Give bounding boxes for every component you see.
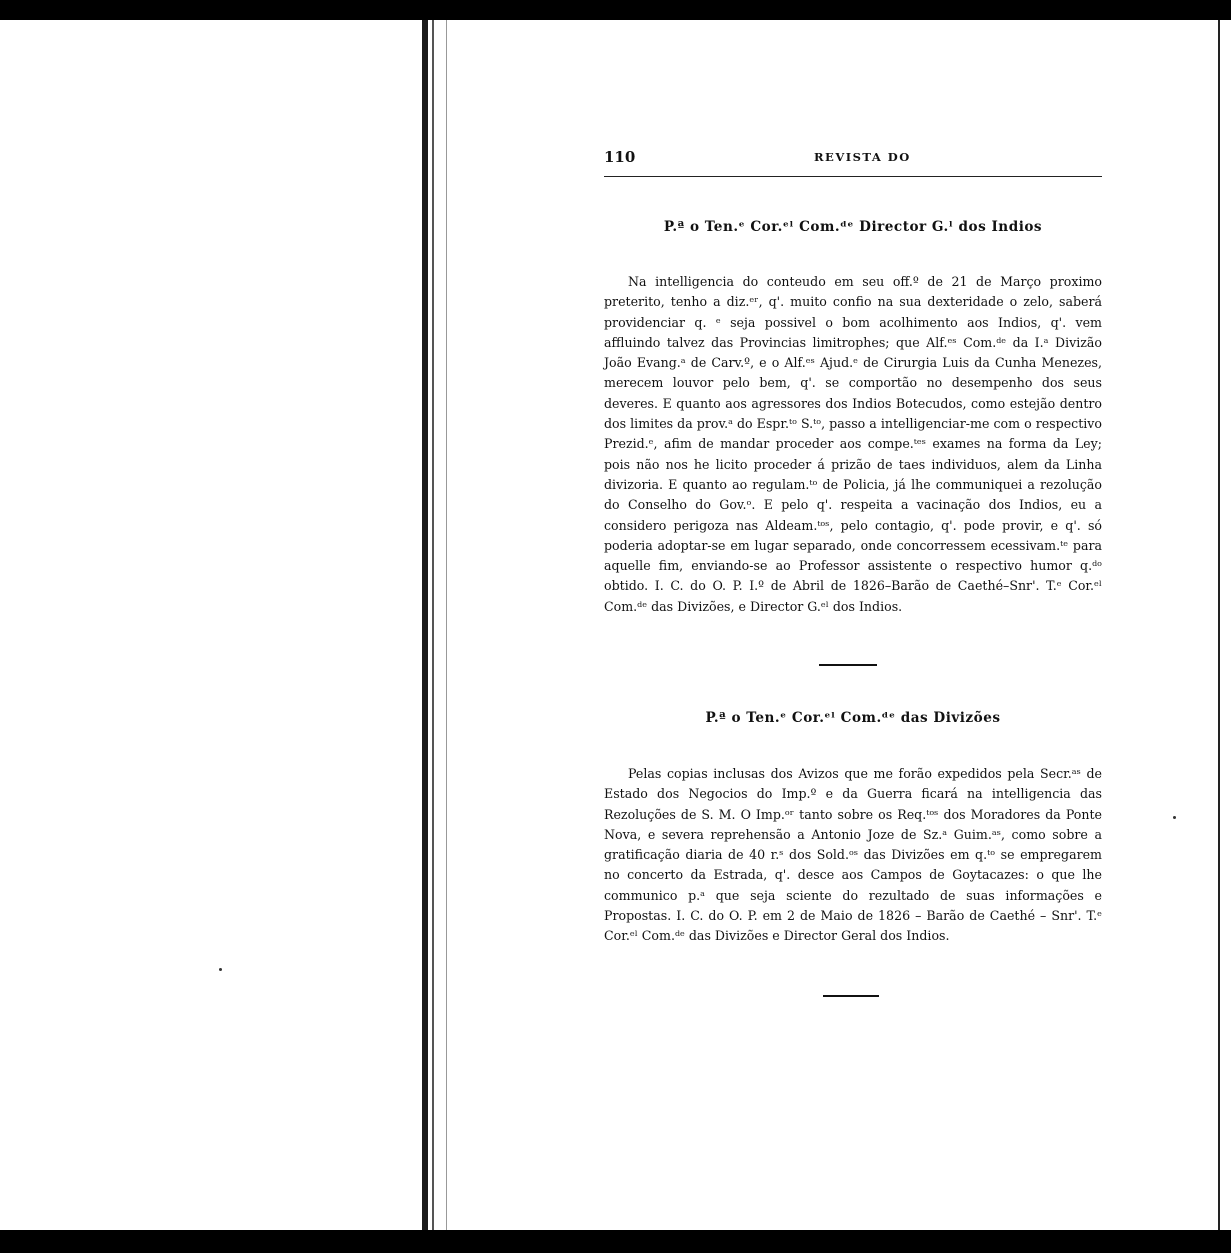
book-gutter-shadow [422, 20, 428, 1230]
section-separator [819, 664, 877, 666]
scan-speck [1173, 816, 1176, 819]
scan-speck [219, 968, 222, 971]
book-gutter-edge [446, 20, 447, 1230]
book-gutter-line [432, 20, 434, 1230]
header-rule [604, 176, 1102, 177]
running-head [604, 148, 1102, 174]
letter-1-heading: P.ª o Ten.ᵉ Cor.ᵉˡ Com.ᵈᵉ Director G.ˡ dos Indios [663, 219, 1043, 235]
scan-top-border [0, 0, 1231, 20]
scan-bottom-border [0, 1230, 1231, 1253]
journal-running-title: REVISTA DO [814, 150, 911, 164]
page-number: 110 [604, 148, 636, 166]
letter-2-heading: P.ª o Ten.ᵉ Cor.ᵉˡ Com.ᵈᵉ das Divizões [705, 710, 1001, 726]
letter-1-body: Na intelligencia do conteudo em seu off.º de 21 de Março proximo preterito, tenho a diz.ᵉʳ, q'. muito confio na sua dexteridade o zelo, saberá providenciar q. ᵉ seja possivel o bom acolhimento aos Indios, q'. vem affluindo talvez das Provincias limitrophes; que Alf.ᵉˢ Com.ᵈᵉ da I.ᵃ Divizão João Evang.ᵃ de Carv.º, e o Alf.ᵉˢ Ajud.ᵉ de Cirurgia Luis da Cunha Menezes, merecem louvor pelo bem, q'. se comportão no desempenho dos seus deveres. E quanto aos agressores dos Indios Botecudos, como estejão dentro dos limites da prov.ᵃ do Espr.ᵗᵒ S.ᵗᵒ, passo a intelligenciar-me com o respectivo Prezid.ᵉ, afim de mandar proceder aos compe.ᵗᵉˢ exames na forma da Ley; pois não nos he licito proceder á prizão de taes individuos, alem da Linha divizoria. E quanto ao regulam.ᵗᵒ de Policia, já lhe communiquei a rezolução do Conselho do Gov.ᵒ. E pelo q'. respeita a vacinação dos Indios, eu a considero perigoza nas Aldeam.ᵗᵒˢ, pelo contagio, q'. pode provir, e q'. só poderia adoptar-se em lugar separado, onde concorressem ecessivam.ᵗᵉ para aquelle fim, enviando-se ao Professor assistente o respectivo humor q.ᵈᵒ obtido. I. C. do O. P. I.º de Abril de 1826–Barão de Caethé–Snr'. T.ᵉ Cor.ᵉˡ Com.ᵈᵉ das Divizões, e Director G.ᵉˡ dos Indios. [604, 274, 1102, 614]
letter-2-body: Pelas copias inclusas dos Avizos que me forão expedidos pela Secr.ᵃˢ de Estado dos Negocios do Imp.º e da Guerra ficará na intelligencia das Rezoluções de S. M. O Imp.ᵒʳ tanto sobre os Req.ᵗᵒˢ dos Moradores da Ponte Nova, e severa reprehensão a Antonio Joze de Sz.ᵃ Guim.ᵃˢ, como sobre a gratificação diaria de 40 r.ˢ dos Sold.ᵒˢ das Divizões em q.ᵗᵒ se empregarem no concerto da Estrada, q'. desce aos Campos de Goytacazes: o que lhe communico p.ᵃ que seja sciente do rezultado de suas informações e Propostas. I. C. do O. P. em 2 de Maio de 1826 – Barão de Caethé – Snr'. T.ᵉ Cor.ᵉˡ Com.ᵈᵉ das Divizões e Director Geral dos Indios. [604, 766, 1102, 944]
section-separator [823, 995, 879, 997]
scan-right-edge [1218, 20, 1231, 1230]
